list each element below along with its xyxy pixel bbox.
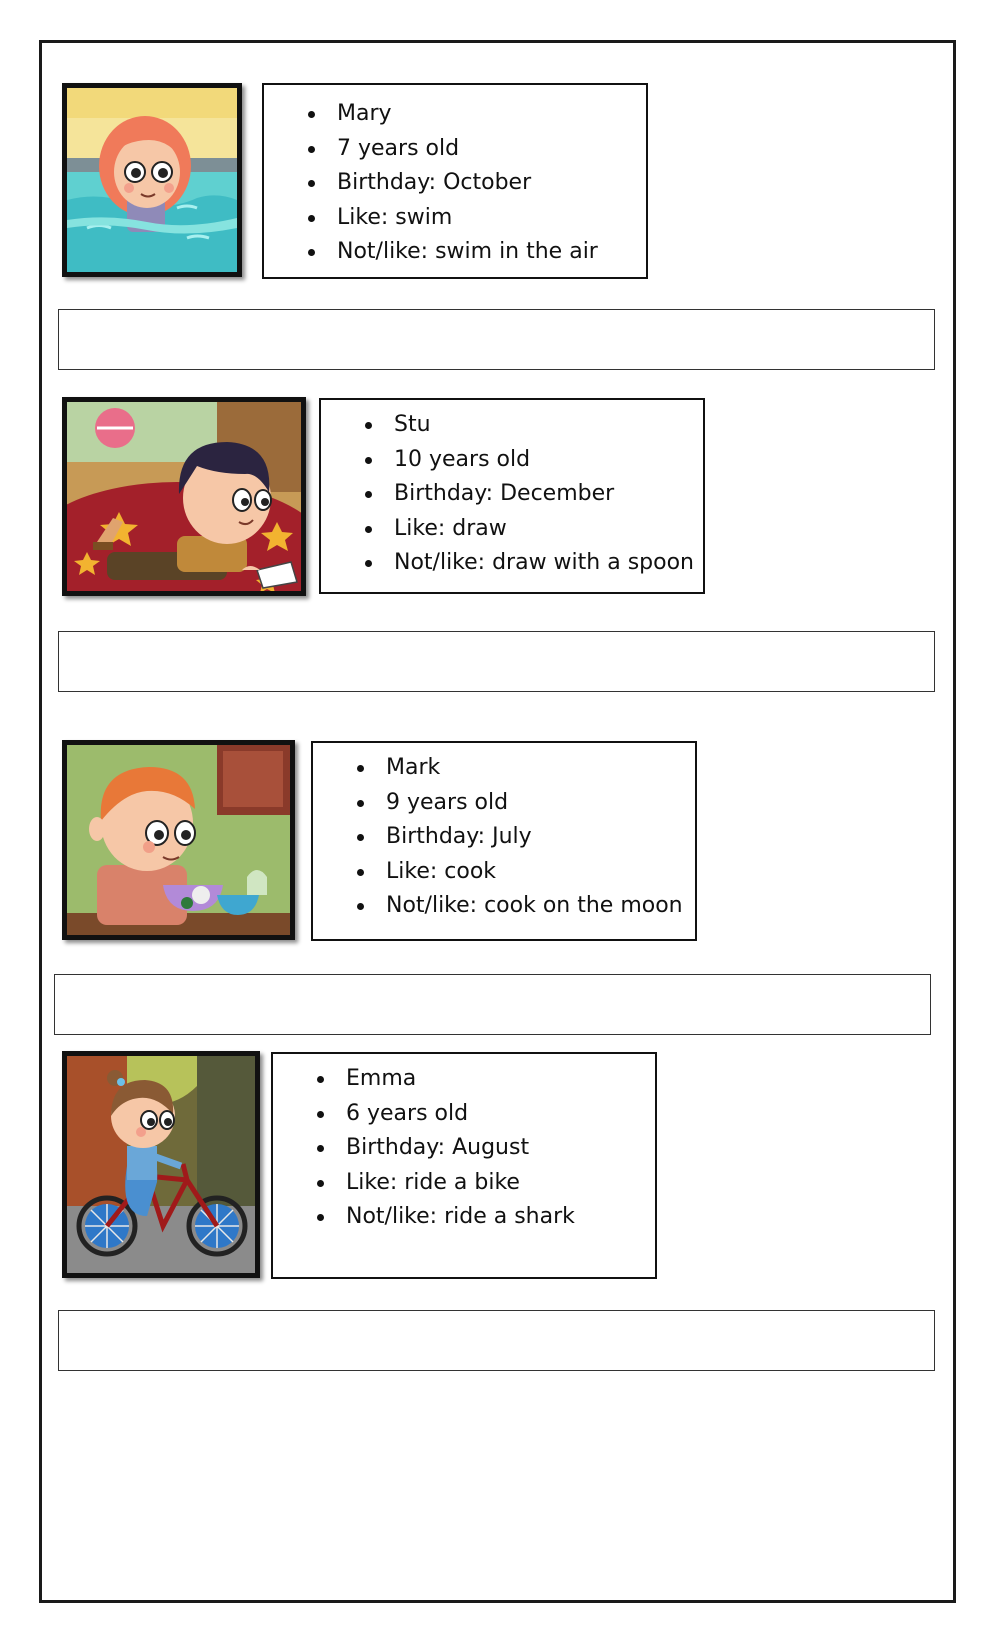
list-item: 9 years old — [386, 786, 683, 821]
mary-answer-field[interactable] — [58, 309, 935, 370]
stu-answer-field[interactable] — [58, 631, 935, 692]
list-item: Mark — [386, 751, 683, 786]
list-item: Stu — [394, 408, 694, 443]
list-item: Birthday: December — [394, 477, 694, 512]
mark-answer-field[interactable] — [54, 974, 931, 1035]
list-item: Emma — [346, 1062, 575, 1097]
emma-info-box — [271, 1052, 657, 1279]
list-item: Not/like: draw with a spoon — [394, 546, 694, 581]
list-item: Like: ride a bike — [346, 1166, 575, 1201]
emma-picture — [62, 1051, 260, 1278]
list-item: Like: swim — [337, 201, 598, 236]
mark-facts-list — [386, 751, 683, 924]
list-item: Like: draw — [394, 512, 694, 547]
list-item: Mary — [337, 97, 598, 132]
stu-picture — [62, 397, 306, 596]
list-item: Not/like: cook on the moon — [386, 889, 683, 924]
list-item: Birthday: August — [346, 1131, 575, 1166]
mary-info-box — [262, 83, 648, 279]
stu-facts-list — [394, 408, 694, 581]
list-item: 6 years old — [346, 1097, 575, 1132]
list-item: Birthday: October — [337, 166, 598, 201]
mark-info-box — [311, 741, 697, 941]
mary-picture — [62, 83, 242, 277]
mary-facts-list — [337, 97, 598, 270]
stu-info-box — [319, 398, 705, 594]
mark-picture — [62, 740, 295, 940]
emma-answer-field[interactable] — [58, 1310, 935, 1371]
list-item: 7 years old — [337, 132, 598, 167]
list-item: Like: cook — [386, 855, 683, 890]
list-item: 10 years old — [394, 443, 694, 478]
list-item: Birthday: July — [386, 820, 683, 855]
list-item: Not/like: ride a shark — [346, 1200, 575, 1235]
list-item: Not/like: swim in the air — [337, 235, 598, 270]
emma-facts-list — [346, 1062, 575, 1235]
